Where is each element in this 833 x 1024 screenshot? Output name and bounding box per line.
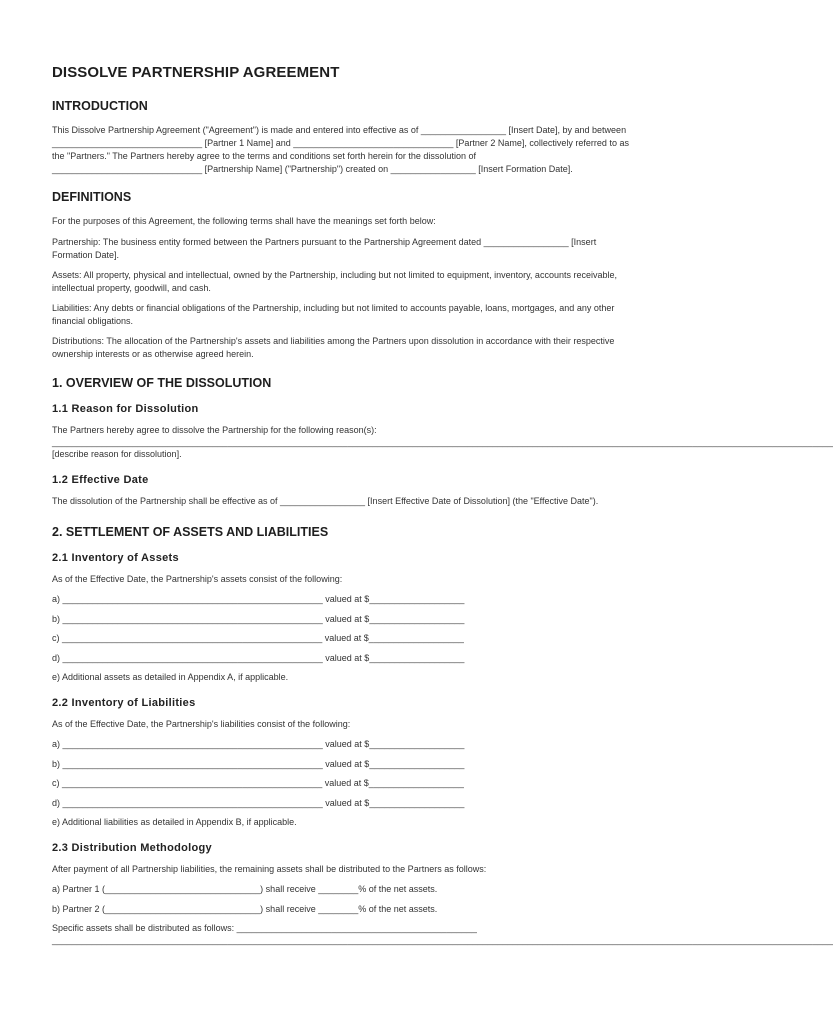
introduction-line: This Dissolve Partnership Agreement ("Agreement") is made and entered into effective as of _________________ [Insert Date], by and between xyxy=(52,125,627,135)
liabilities-inventory-intro: As of the Effective Date, the Partnership's liabilities consist of the following: xyxy=(52,719,351,729)
asset-item[interactable]: d) ____________________________________________________ valued at $___________________ xyxy=(52,652,465,663)
effective-date-text: The dissolution of the Partnership shall be effective as of _________________ [Insert Effective Date of Dissolution] (the "Effective Date"). xyxy=(52,496,599,506)
document-title: DISSOLVE PARTNERSHIP AGREEMENT xyxy=(52,64,340,81)
specific-assets-line[interactable]: Specific assets shall be distributed as follows: ________________________________________________ xyxy=(52,923,477,933)
introduction-paragraph xyxy=(52,124,720,176)
definition-partnership xyxy=(52,236,720,262)
reason-text: The Partners hereby agree to dissolve the Partnership for the following reason(s): xyxy=(52,425,377,435)
partner-1-share[interactable]: a) Partner 1 (_______________________________) shall receive ________% of the net assets. xyxy=(52,884,438,894)
definition-assets xyxy=(52,269,720,295)
asset-item[interactable]: b) ____________________________________________________ valued at $___________________ xyxy=(52,613,465,624)
overview-heading: 1. OVERVIEW OF THE DISSOLUTION xyxy=(52,376,272,390)
document-page xyxy=(52,64,833,946)
liabilities-inventory-heading: 2.2 Inventory of Liabilities xyxy=(52,697,196,709)
introduction-line: the "Partners." The Partners hereby agree to the terms and conditions set forth herein for the dissolution of xyxy=(52,151,476,161)
reason-heading: 1.1 Reason for Dissolution xyxy=(52,403,199,415)
distribution-intro: After payment of all Partnership liabilities, the remaining assets shall be distributed to the Partners as follows: xyxy=(52,864,487,874)
liability-item[interactable]: b) ____________________________________________________ valued at $___________________ xyxy=(52,758,465,769)
definitions-heading: DEFINITIONS xyxy=(52,190,132,204)
effective-date-heading: 1.2 Effective Date xyxy=(52,474,149,486)
definitions-intro: For the purposes of this Agreement, the following terms shall have the meanings set forth below: xyxy=(52,216,436,226)
definition-line: Formation Date]. xyxy=(52,250,120,260)
introduction-line: ______________________________ [Partnership Name] ("Partnership") created on _________________ [Insert Formation Date]. xyxy=(52,164,573,174)
definition-line: Distributions: The allocation of the Partnership's assets and liabilities among the Partners upon dissolution in accordance with their respective xyxy=(52,336,615,346)
specific-assets-blank-line[interactable]: ____________________________________________________________________________________________________________________________________________________________ xyxy=(52,935,833,945)
definition-line: intellectual property, goodwill, and cash. xyxy=(52,283,211,293)
liabilities-additional: e) Additional liabilities as detailed in Appendix B, if applicable. xyxy=(52,817,297,827)
definition-line: Assets: All property, physical and intellectual, owned by the Partnership, including but not limited to equipment, inventory, accounts receivable, xyxy=(52,270,617,280)
introduction-line: ______________________________ [Partner 1 Name] and ________________________________ [Partner 2 Name], collectively referred to as xyxy=(52,138,629,148)
distribution-methodology-heading: 2.3 Distribution Methodology xyxy=(52,842,212,854)
asset-item[interactable]: a) ____________________________________________________ valued at $___________________ xyxy=(52,594,465,604)
asset-item[interactable]: c) ____________________________________________________ valued at $___________________ xyxy=(52,633,464,643)
liability-item[interactable]: a) ____________________________________________________ valued at $___________________ xyxy=(52,739,465,749)
reason-blank-line[interactable]: ____________________________________________________________________________________________________________________________________________________________ xyxy=(52,437,833,447)
liability-item[interactable]: c) ____________________________________________________ valued at $___________________ xyxy=(52,778,464,788)
partner-2-share[interactable]: b) Partner 2 (_______________________________) shall receive ________% of the net assets. xyxy=(52,903,438,914)
assets-inventory-heading: 2.1 Inventory of Assets xyxy=(52,552,179,564)
definition-line: Liabilities: Any debts or financial obligations of the Partnership, including but not limited to accounts payable, loans, mortgages, and any other xyxy=(52,303,615,313)
assets-additional: e) Additional assets as detailed in Appendix A, if applicable. xyxy=(52,672,289,682)
settlement-heading: 2. SETTLEMENT OF ASSETS AND LIABILITIES xyxy=(52,525,329,539)
definition-line: ownership interests or as otherwise agreed herein. xyxy=(52,349,254,359)
definition-line: Partnership: The business entity formed between the Partners pursuant to the Partnership Agreement dated _________________ [Insert xyxy=(52,237,597,247)
reason-placeholder: [describe reason for dissolution]. xyxy=(52,449,182,459)
liability-item[interactable]: d) ____________________________________________________ valued at $___________________ xyxy=(52,797,465,808)
assets-inventory-intro: As of the Effective Date, the Partnership's assets consist of the following: xyxy=(52,574,343,584)
definition-distributions xyxy=(52,335,720,361)
definition-line: financial obligations. xyxy=(52,316,134,326)
definition-liabilities xyxy=(52,302,720,328)
introduction-heading: INTRODUCTION xyxy=(52,99,148,113)
